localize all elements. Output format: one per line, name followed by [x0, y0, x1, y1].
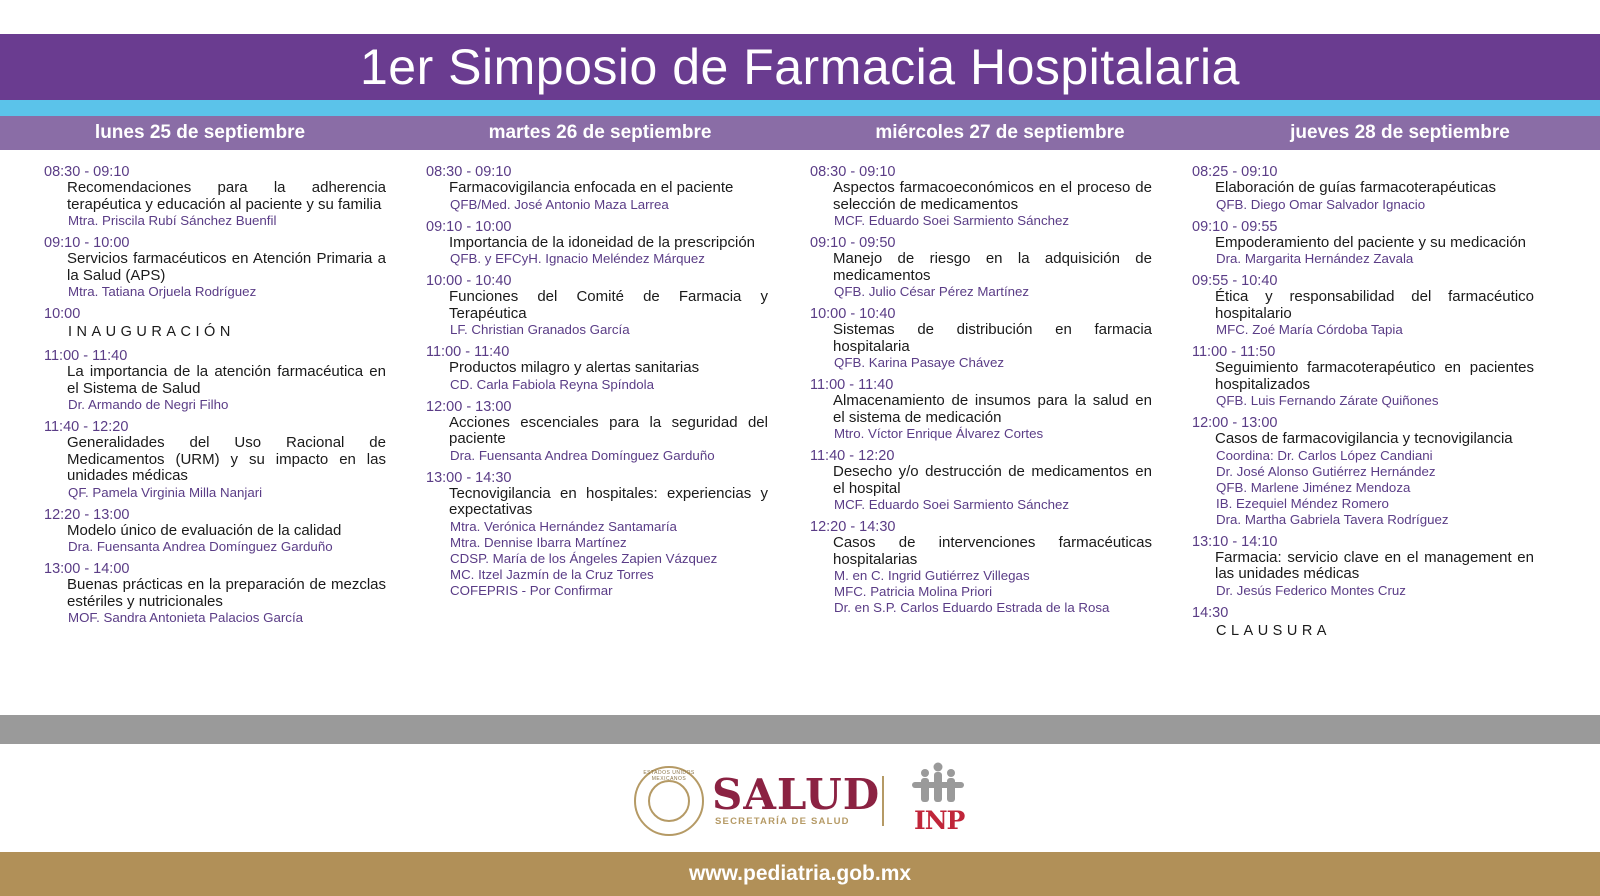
day-headers [0, 116, 1600, 150]
session-time: 13:10 - 14:10 [1192, 533, 1278, 550]
session-topic: Recomendaciones para la adherencia terapéutica y educación al paciente y su familia [67, 179, 386, 213]
session-item [44, 164, 386, 229]
inp-figures-icon [908, 762, 968, 808]
session-speaker: COFEPRIS - Por Confirmar [450, 582, 613, 598]
website-url[interactable]: www.pediatria.gob.mx [688, 862, 912, 885]
session-time: 08:30 - 09:10 [44, 164, 130, 180]
day-header-wednesday: miércoles 27 de septiembre [875, 122, 1125, 143]
session-item [810, 164, 1152, 229]
day-header-thursday: jueves 28 de septiembre [1290, 122, 1510, 143]
session-time: 11:00 - 11:40 [44, 348, 128, 364]
session-speaker: QFB. Karina Pasaye Chávez [834, 355, 1004, 370]
schedule-column-monday [44, 164, 386, 632]
session-topic: Productos milagro y alertas sanitarias [449, 359, 700, 376]
event-title: 1er Simposio de Farmacia Hospitalaria [0, 34, 1600, 100]
session-topic: Empoderamiento del paciente y su medicación [1215, 233, 1527, 251]
session-speaker: MCF. Eduardo Soei Sarmiento Sánchez [834, 213, 1070, 228]
session-time: 08:25 - 09:10 [1192, 164, 1278, 180]
session-item [1192, 164, 1534, 213]
session-time: 10:00 - 10:40 [810, 306, 896, 322]
session-item [810, 377, 1152, 442]
session-topic: Acciones escenciales para la seguridad del paciente [449, 413, 768, 447]
session-time: 09:55 - 10:40 [1192, 273, 1278, 289]
session-item [810, 519, 1152, 616]
session-speaker: CDSP. María de los Ángeles Zapien Vázquez [450, 550, 718, 566]
session-item [426, 219, 768, 268]
session-item [810, 448, 1152, 513]
session-topic: Servicios farmacéuticos en Atención Primaria a la Salud (APS) [67, 250, 386, 284]
session-item [1192, 344, 1534, 409]
session-speaker: M. en C. Ingrid Gutiérrez Villegas [834, 568, 1030, 583]
session-time: 13:00 - 14:00 [44, 561, 130, 577]
session-speaker: Dr. José Alonso Gutiérrez Hernández [1216, 463, 1436, 479]
session-item [44, 561, 386, 626]
session-topic: Almacenamiento de insumos para la salud en el sistema de medicación [833, 392, 1152, 426]
session-speaker: Coordina: Dr. Carlos López Candiani [1216, 447, 1433, 463]
session-time: 12:00 - 13:00 [426, 398, 512, 415]
session-time: 14:30 [1192, 604, 1229, 621]
session-topic: Buenas prácticas en la preparación de mezclas estériles y nutricionales [67, 576, 386, 610]
session-speaker: IB. Ezequiel Méndez Romero [1216, 495, 1389, 511]
session-speaker: LF. Christian Granados García [450, 322, 630, 337]
session-speaker: Dr. Armando de Negri Filho [68, 397, 229, 412]
session-item [810, 306, 1152, 371]
session-speaker: Dra. Martha Gabriela Tavera Rodríguez [1216, 511, 1449, 527]
inp-logo-text: INP [914, 806, 965, 835]
session-time: 11:00 - 11:50 [1192, 344, 1276, 360]
session-time: 11:40 - 12:20 [44, 419, 129, 435]
logo-divider [882, 776, 884, 826]
session-topic: Tecnovigilancia en hospitales: experiencias y expectativas [449, 484, 768, 518]
session-speaker: QFB. Marlene Jiménez Mendoza [1216, 479, 1411, 495]
session-time: 12:20 - 14:30 [810, 519, 896, 535]
session-speaker: Dr. en S.P. Carlos Eduardo Estrada de la Rosa [834, 600, 1110, 615]
session-time: 08:30 - 09:10 [426, 164, 512, 180]
session-item [426, 470, 768, 599]
session-topic: Aspectos farmacoeconómicos en el proceso de selección de medicamentos [833, 179, 1152, 213]
session-item [1192, 534, 1534, 599]
session-speaker: Mtro. Víctor Enrique Álvarez Cortes [834, 426, 1044, 441]
session-speaker: MC. Itzel Jazmín de la Cruz Torres [450, 566, 654, 582]
session-topic: Farmacia: servicio clave en el management en las unidades médicas [1215, 548, 1534, 582]
session-item [810, 235, 1152, 300]
session-time: 12:00 - 13:00 [1192, 415, 1278, 431]
session-item [44, 235, 386, 300]
session-speaker: MOF. Sandra Antonieta Palacios García [68, 610, 304, 625]
session-topic: Generalidades del Uso Racional de Medicamentos (URM) y su impacto en las unidades médicas [67, 434, 386, 484]
session-item [426, 344, 768, 393]
session-item [44, 348, 386, 413]
schedule-column-wednesday [810, 164, 1152, 622]
session-topic: Desecho y/o destrucción de medicamentos en el hospital [833, 463, 1152, 497]
session-speaker: Mtra. Priscila Rubí Sánchez Buenfil [68, 213, 277, 228]
national-seal-icon [634, 766, 704, 836]
session-time: 10:00 - 10:40 [426, 273, 512, 289]
session-item [1192, 273, 1534, 338]
schedule-column-tuesday [426, 164, 768, 605]
session-speaker: Dra. Margarita Hernández Zavala [1216, 251, 1414, 266]
session-topic: Manejo de riesgo en la adquisición de medicamentos [833, 250, 1152, 284]
schedule-column-thursday [1192, 164, 1534, 647]
day-header-monday: lunes 25 de septiembre [94, 122, 306, 143]
session-item [1192, 219, 1534, 268]
ceremony-label: INAUGURACIÓN [68, 324, 235, 340]
footer-band [0, 852, 1600, 896]
session-speaker: QF. Pamela Virginia Milla Nanjari [68, 484, 263, 500]
session-time: 13:00 - 14:30 [426, 469, 512, 486]
seal-text: ESTADOS UNIDOS MEXICANOS [643, 770, 695, 782]
session-time: 09:10 - 10:00 [426, 218, 512, 235]
session-topic: Ética y responsabilidad del farmacéutico hospitalario [1215, 288, 1534, 322]
session-item [426, 164, 768, 213]
session-speaker: Dra. Fuensanta Andrea Domínguez Garduño [68, 539, 333, 554]
session-time: 11:00 - 11:40 [810, 377, 894, 393]
session-item [44, 306, 386, 342]
salud-logo-text: SALUD [712, 770, 881, 819]
session-speaker: CD. Carla Fabiola Reyna Spíndola [450, 376, 654, 392]
cyan-stripe [0, 100, 1600, 116]
ceremony-label: CLAUSURA [1216, 622, 1331, 639]
session-speaker: Dr. Jesús Federico Montes Cruz [1216, 582, 1406, 598]
session-time: 11:40 - 12:20 [810, 448, 895, 464]
session-topic: Farmacovigilancia enfocada en el paciente [449, 179, 734, 196]
session-item [44, 507, 386, 556]
session-speaker: Dra. Fuensanta Andrea Domínguez Garduño [450, 447, 715, 463]
session-time: 09:10 - 09:50 [810, 235, 896, 251]
session-item [1192, 605, 1534, 641]
session-topic: Modelo único de evaluación de la calidad [67, 521, 342, 539]
session-time: 09:10 - 09:55 [1192, 218, 1278, 235]
session-time: 11:00 - 11:40 [426, 344, 510, 360]
session-speaker: MFC. Zoé María Córdoba Tapia [1216, 322, 1403, 337]
session-topic: Casos de farmacovigilancia y tecnovigilancia [1215, 430, 1513, 447]
eagle-emblem-icon [648, 780, 690, 822]
session-item [426, 273, 768, 338]
salud-subtitle: SECRETARÍA DE SALUD [715, 816, 850, 827]
session-speaker: QFB. Luis Fernando Zárate Quiñones [1216, 393, 1439, 408]
session-topic: Funciones del Comité de Farmacia y Terapéutica [449, 288, 768, 322]
session-speaker: MCF. Eduardo Soei Sarmiento Sánchez [834, 497, 1070, 512]
session-speaker: Mtra. Verónica Hernández Santamaría [450, 518, 677, 534]
session-topic: Sistemas de distribución en farmacia hospitalaria [833, 321, 1152, 355]
gray-divider-band [0, 715, 1600, 744]
logo-strip [0, 744, 1600, 852]
session-time: 08:30 - 09:10 [810, 164, 896, 180]
session-speaker: Mtra. Tatiana Orjuela Rodríguez [68, 284, 257, 299]
session-speaker: QFB. y EFCyH. Ignacio Meléndez Márquez [450, 251, 705, 266]
session-time: 10:00 [44, 306, 81, 322]
session-speaker: QFB. Julio César Pérez Martínez [834, 284, 1030, 299]
session-time: 09:10 - 10:00 [44, 235, 130, 251]
session-topic: Importancia de la idoneidad de la prescripción [449, 233, 756, 251]
session-speaker: MFC. Patricia Molina Priori [834, 584, 993, 599]
session-time: 12:20 - 13:00 [44, 506, 130, 523]
day-header-tuesday: martes 26 de septiembre [488, 122, 712, 143]
session-topic: Seguimiento farmacoterapéutico en pacientes hospitalizados [1215, 359, 1534, 393]
session-item [426, 399, 768, 464]
session-topic: Elaboración de guías farmacoterapéuticas [1215, 179, 1497, 196]
session-item [1192, 415, 1534, 528]
session-item [44, 419, 386, 501]
session-topic: La importancia de la atención farmacéutica en el Sistema de Salud [67, 363, 386, 397]
session-speaker: QFB. Diego Omar Salvador Ignacio [1216, 196, 1426, 212]
session-topic: Casos de intervenciones farmacéuticas hospitalarias [833, 534, 1152, 568]
session-speaker: Mtra. Dennise Ibarra Martínez [450, 534, 627, 550]
session-speaker: QFB/Med. José Antonio Maza Larrea [450, 196, 669, 212]
